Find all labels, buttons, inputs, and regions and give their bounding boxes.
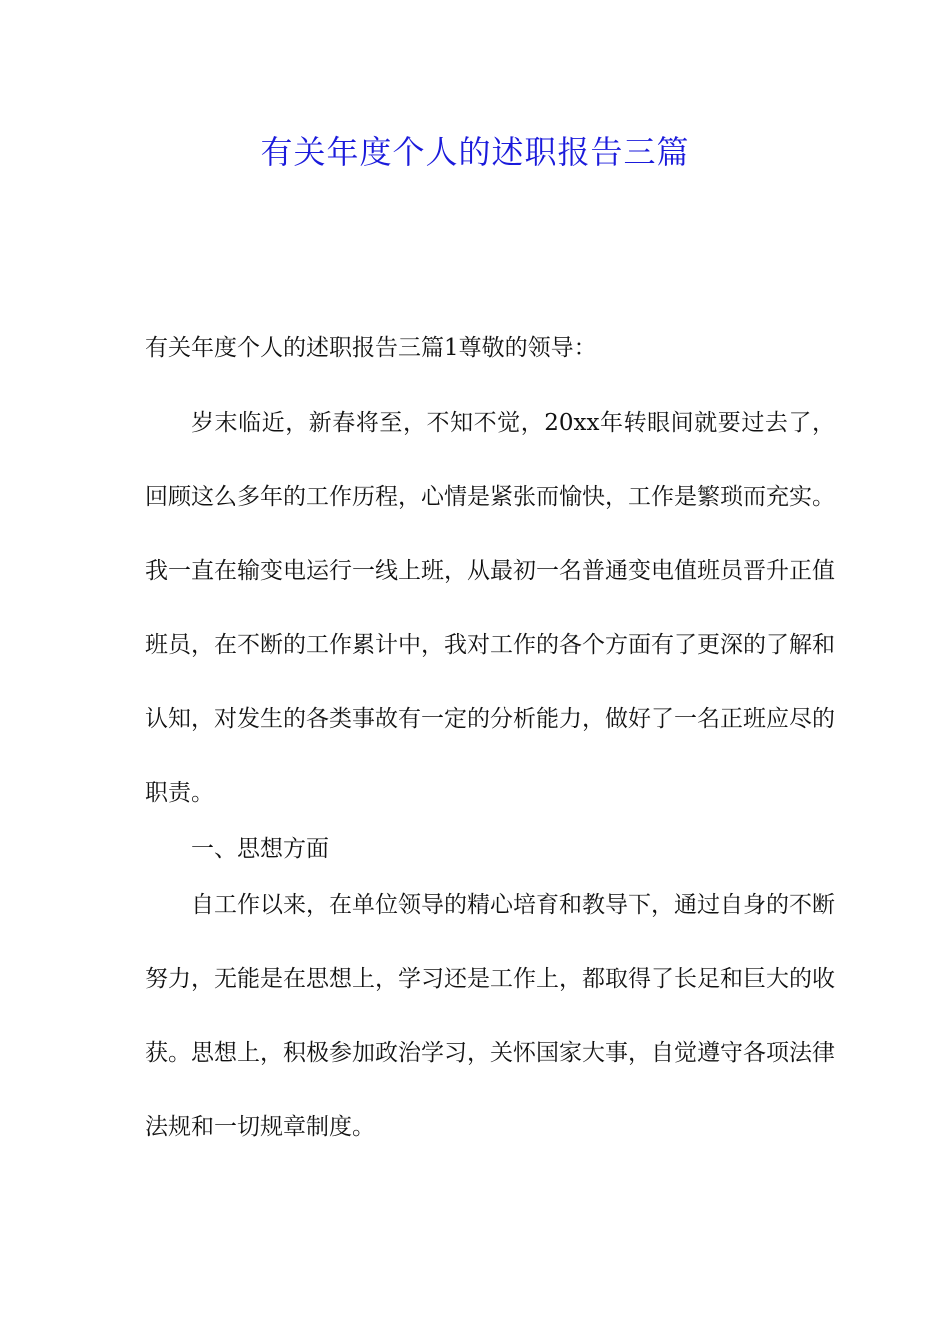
paragraph-thought: 自工作以来，在单位领导的精心培育和教导下，通过自身的不断努力，无能是在思想上，学习还是工作上，都取得了长足和巨大的收获。思想上，积极参加政治学习，关怀国家大事，自觉遵守各项法律法规和一切规章制度。 — [145, 892, 835, 1140]
section-heading-thought: 一、思想方面 — [191, 836, 329, 862]
paragraph-intro: 岁末临近，新春将至，不知不觉，20xx年转眼间就要过去了，回顾这么多年的工作历程，心情是紧张而愉快，工作是繁琐而充实。我一直在输变电运行一线上班，从最初一名普通变电值班员晋升正值班员，在不断的工作累计中，我对工作的各个方面有了更深的了解和认知，对发生的各类事故有一定的分析能力，做好了一名正班应尽的职责。 — [145, 410, 835, 806]
document-title: 有关年度个人的述职报告三篇 — [260, 133, 690, 171]
document-body — [145, 330, 835, 1164]
opening-line: 有关年度个人的述职报告三篇1尊敬的领导： — [145, 335, 597, 361]
